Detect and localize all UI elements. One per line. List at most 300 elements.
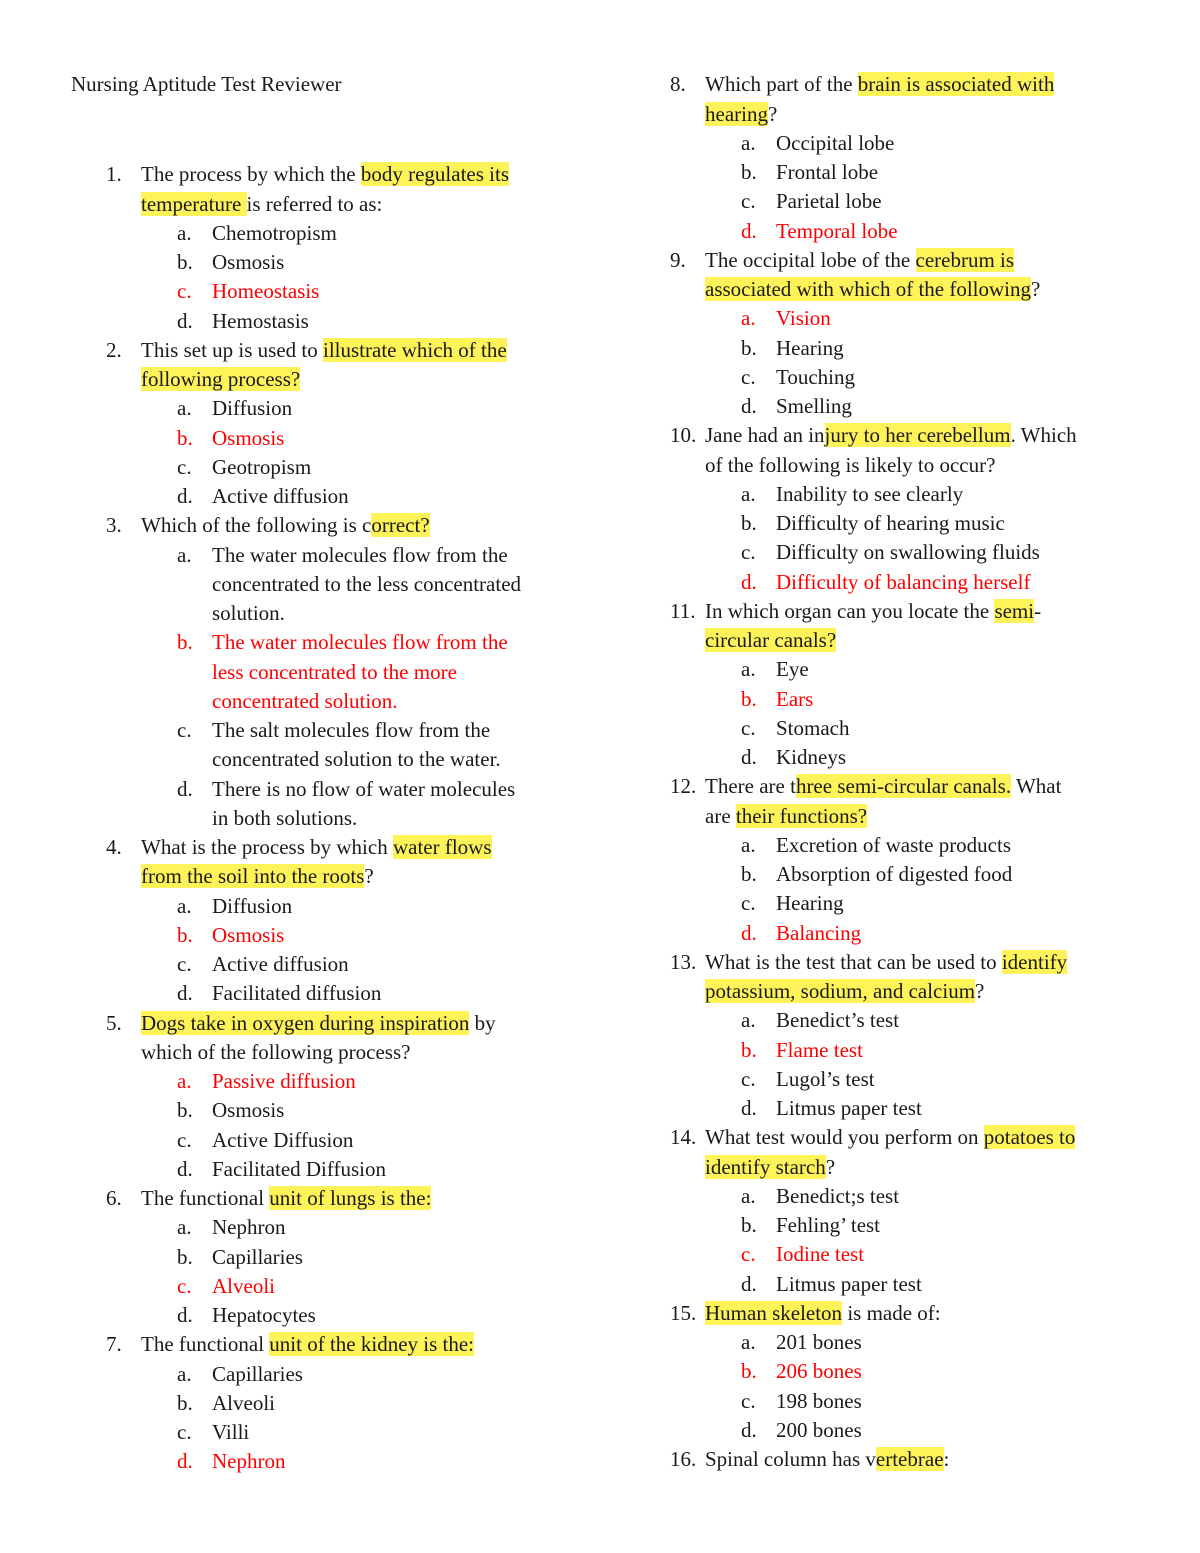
option-text: Osmosis bbox=[212, 1098, 285, 1123]
answer-option bbox=[741, 158, 1140, 187]
text-segment: Which part of the bbox=[705, 72, 858, 97]
option-text: Occipital lobe bbox=[776, 130, 895, 155]
question bbox=[670, 70, 1140, 246]
option-letter: a. bbox=[741, 481, 756, 506]
option-line bbox=[177, 482, 576, 511]
option-text: Alveoli bbox=[212, 1273, 275, 1298]
option-letter: b. bbox=[177, 1244, 193, 1269]
option-line bbox=[741, 1006, 1140, 1035]
highlighted-text: circular canals? bbox=[705, 628, 837, 653]
option-line bbox=[177, 219, 576, 248]
text-segment: Jane had an in bbox=[705, 423, 825, 448]
text-segment: What test would you perform on bbox=[705, 1125, 984, 1150]
option-text: Capillaries bbox=[212, 1244, 303, 1269]
question-number: 9. bbox=[670, 247, 686, 272]
option-letter: c. bbox=[741, 540, 756, 565]
option-line bbox=[177, 1360, 576, 1389]
text-segment: by bbox=[469, 1010, 496, 1035]
option-text: Litmus paper test bbox=[776, 1096, 922, 1121]
answer-option bbox=[741, 538, 1140, 567]
option-text: 198 bones bbox=[776, 1388, 862, 1413]
text-segment: : bbox=[943, 1447, 950, 1472]
text-segment: . Which bbox=[1010, 423, 1077, 448]
question-text bbox=[141, 367, 300, 391]
option-line bbox=[741, 480, 1140, 509]
question-number: 7. bbox=[106, 1332, 122, 1357]
option-line bbox=[741, 831, 1140, 860]
option-text: less concentrated to the more bbox=[212, 659, 457, 684]
question-text bbox=[705, 1125, 1075, 1149]
option-line bbox=[741, 655, 1140, 684]
option-text: Temporal lobe bbox=[776, 218, 898, 243]
highlighted-text: body regulates its bbox=[360, 162, 509, 187]
answer-option bbox=[741, 392, 1140, 421]
question-line bbox=[106, 1184, 576, 1213]
question-text bbox=[141, 1040, 410, 1064]
answer-option bbox=[741, 509, 1140, 538]
text-segment: What is the process by which bbox=[141, 835, 393, 860]
question bbox=[106, 336, 576, 512]
question-text bbox=[705, 423, 1077, 447]
question-number: 16. bbox=[670, 1447, 697, 1472]
question-text bbox=[705, 1447, 949, 1471]
text-segment: are bbox=[705, 803, 736, 828]
question bbox=[106, 833, 576, 1009]
text-segment: of the following is likely to occur? bbox=[705, 452, 996, 477]
option-letter: b. bbox=[177, 250, 193, 275]
question-text bbox=[705, 979, 984, 1003]
highlighted-text: identify starch bbox=[705, 1154, 826, 1179]
question-line bbox=[670, 1123, 1140, 1152]
question bbox=[670, 597, 1140, 773]
question-line bbox=[670, 451, 1140, 480]
option-line bbox=[177, 570, 576, 599]
option-line bbox=[177, 453, 576, 482]
option-letter: b. bbox=[741, 1359, 757, 1384]
option-text: Touching bbox=[776, 364, 856, 389]
option-letter: a. bbox=[741, 832, 756, 857]
question-text bbox=[141, 338, 507, 362]
answer-option bbox=[741, 1094, 1140, 1123]
answer-option bbox=[177, 775, 576, 834]
question-text bbox=[705, 277, 1040, 301]
question-text bbox=[705, 72, 1054, 96]
option-letter: c. bbox=[741, 715, 756, 740]
option-line bbox=[741, 1387, 1140, 1416]
option-letter: b. bbox=[741, 335, 757, 360]
correct-answer-option bbox=[741, 919, 1140, 948]
highlighted-text: water flows bbox=[392, 835, 492, 860]
option-letter: d. bbox=[741, 569, 757, 594]
answer-option bbox=[177, 979, 576, 1008]
option-letter: a. bbox=[177, 542, 192, 567]
option-line bbox=[177, 424, 576, 453]
question-text bbox=[141, 1186, 431, 1210]
left-column bbox=[106, 160, 576, 1476]
option-text: Diffusion bbox=[212, 396, 293, 421]
question bbox=[670, 772, 1140, 948]
option-line bbox=[741, 714, 1140, 743]
option-line bbox=[741, 1270, 1140, 1299]
answer-option bbox=[177, 482, 576, 511]
question-text bbox=[705, 774, 1061, 798]
answer-option bbox=[177, 219, 576, 248]
question-line bbox=[670, 246, 1140, 275]
option-line bbox=[177, 1301, 576, 1330]
option-line bbox=[177, 658, 576, 687]
highlighted-text: illustrate which of the bbox=[323, 337, 507, 362]
question-number: 11. bbox=[670, 598, 696, 623]
option-text: Eye bbox=[776, 657, 809, 682]
question bbox=[106, 160, 576, 336]
question-line bbox=[670, 70, 1140, 99]
option-letter: d. bbox=[177, 776, 193, 801]
option-text: Lugol’s test bbox=[776, 1066, 875, 1091]
text-segment: There are t bbox=[705, 774, 796, 799]
option-line bbox=[741, 509, 1140, 538]
option-text: 201 bones bbox=[776, 1330, 862, 1355]
option-letter: c. bbox=[741, 1388, 756, 1413]
option-letter: b. bbox=[741, 160, 757, 185]
highlighted-text: potatoes to bbox=[983, 1125, 1076, 1150]
question-number: 2. bbox=[106, 337, 122, 362]
option-letter: c. bbox=[177, 1273, 192, 1298]
option-letter: a. bbox=[741, 1183, 756, 1208]
option-text: in both solutions. bbox=[212, 805, 358, 830]
answer-option bbox=[741, 334, 1140, 363]
option-text: Active Diffusion bbox=[212, 1127, 354, 1152]
option-text: Active diffusion bbox=[212, 484, 349, 509]
question bbox=[106, 511, 576, 833]
option-letter: c. bbox=[177, 279, 192, 304]
option-text: Hemostasis bbox=[212, 308, 309, 333]
question bbox=[670, 421, 1140, 597]
answer-option bbox=[741, 363, 1140, 392]
option-text: The water molecules flow from the bbox=[212, 542, 508, 567]
answer-option bbox=[177, 248, 576, 277]
option-text: Difficulty of balancing herself bbox=[776, 569, 1031, 594]
option-text: Kidneys bbox=[776, 745, 846, 770]
question-line bbox=[106, 511, 576, 540]
option-line bbox=[741, 129, 1140, 158]
option-line bbox=[741, 334, 1140, 363]
option-text: Vision bbox=[776, 306, 831, 331]
highlighted-text: unit of the kidney is the: bbox=[269, 1332, 475, 1357]
correct-answer-option bbox=[177, 1447, 576, 1476]
text-segment: ? bbox=[975, 979, 985, 1004]
question-text bbox=[705, 1155, 835, 1179]
highlighted-text: semi bbox=[994, 598, 1035, 623]
text-segment: What bbox=[1011, 774, 1062, 799]
option-text: Hearing bbox=[776, 335, 844, 360]
answer-option bbox=[177, 1155, 576, 1184]
option-line bbox=[177, 775, 576, 804]
question bbox=[670, 948, 1140, 1124]
option-letter: d. bbox=[177, 1156, 193, 1181]
correct-answer-option bbox=[741, 1036, 1140, 1065]
option-text: Difficulty of hearing music bbox=[776, 511, 1005, 536]
question-line bbox=[106, 833, 576, 862]
question-number: 5. bbox=[106, 1010, 122, 1035]
correct-answer-option bbox=[177, 921, 576, 950]
option-line bbox=[741, 1357, 1140, 1386]
option-text: Active diffusion bbox=[212, 952, 349, 977]
option-text: Geotropism bbox=[212, 454, 312, 479]
highlighted-text: temperature bbox=[141, 191, 247, 216]
answer-option bbox=[177, 1213, 576, 1242]
answer-option bbox=[177, 1096, 576, 1125]
option-letter: a. bbox=[741, 1008, 756, 1033]
option-letter: b. bbox=[177, 1390, 193, 1415]
option-letter: b. bbox=[177, 425, 193, 450]
text-segment: ? bbox=[364, 864, 374, 889]
option-line bbox=[741, 304, 1140, 333]
option-letter: d. bbox=[741, 745, 757, 770]
option-letter: a. bbox=[741, 657, 756, 682]
option-text: Smelling bbox=[776, 394, 852, 419]
highlighted-text: their functions? bbox=[735, 803, 868, 828]
answer-option bbox=[741, 831, 1140, 860]
option-text: 206 bones bbox=[776, 1359, 862, 1384]
text-segment: The functional bbox=[141, 1332, 270, 1357]
answer-option bbox=[741, 714, 1140, 743]
correct-answer-option bbox=[741, 1240, 1140, 1269]
option-letter: a. bbox=[177, 396, 192, 421]
answer-option bbox=[741, 743, 1140, 772]
correct-answer-option bbox=[177, 277, 576, 306]
question-text bbox=[141, 1011, 496, 1035]
text-segment: is referred to as: bbox=[246, 191, 383, 216]
text-segment: The functional bbox=[141, 1186, 270, 1211]
correct-answer-option bbox=[177, 1272, 576, 1301]
option-line bbox=[177, 1243, 576, 1272]
option-line bbox=[741, 217, 1140, 246]
option-text: concentrated solution to the water. bbox=[212, 747, 501, 772]
text-segment: Spinal column has v bbox=[705, 1447, 876, 1472]
option-text: There is no flow of water molecules bbox=[212, 776, 516, 801]
option-text: Villi bbox=[212, 1420, 250, 1445]
option-line bbox=[177, 1447, 576, 1476]
document-title: Nursing Aptitude Test Reviewer bbox=[71, 72, 342, 97]
option-text: Absorption of digested food bbox=[776, 862, 1013, 887]
option-line bbox=[741, 568, 1140, 597]
question-text bbox=[141, 162, 509, 186]
option-line bbox=[177, 716, 576, 745]
option-letter: d. bbox=[741, 218, 757, 243]
question-line bbox=[670, 1299, 1140, 1328]
option-text: Frontal lobe bbox=[776, 160, 879, 185]
correct-answer-option bbox=[741, 1357, 1140, 1386]
option-letter: d. bbox=[177, 981, 193, 1006]
option-line bbox=[177, 745, 576, 774]
option-line bbox=[741, 363, 1140, 392]
option-letter: d. bbox=[741, 1096, 757, 1121]
option-line bbox=[741, 392, 1140, 421]
option-line bbox=[177, 599, 576, 628]
option-text: Hearing bbox=[776, 891, 844, 916]
answer-option bbox=[177, 716, 576, 775]
question-number: 10. bbox=[670, 423, 697, 448]
option-text: Ears bbox=[776, 686, 814, 711]
highlighted-text: following process? bbox=[141, 367, 301, 392]
question-line bbox=[106, 1009, 576, 1038]
option-line bbox=[741, 685, 1140, 714]
question-line bbox=[106, 336, 576, 365]
option-line bbox=[177, 804, 576, 833]
option-text: Alveoli bbox=[212, 1390, 275, 1415]
answer-option bbox=[741, 129, 1140, 158]
question-text bbox=[705, 1301, 941, 1325]
text-segment: This set up is used to bbox=[141, 337, 323, 362]
question-line bbox=[670, 626, 1140, 655]
question-text bbox=[141, 864, 374, 888]
correct-answer-option bbox=[177, 1067, 576, 1096]
option-line bbox=[177, 1272, 576, 1301]
text-segment: The occipital lobe of the bbox=[705, 247, 916, 272]
option-letter: d. bbox=[741, 920, 757, 945]
highlighted-text: unit of lungs is the: bbox=[269, 1186, 432, 1211]
option-line bbox=[177, 921, 576, 950]
text-segment: In which organ can you locate the bbox=[705, 598, 995, 623]
option-line bbox=[177, 1126, 576, 1155]
option-line bbox=[741, 860, 1140, 889]
text-segment: ? bbox=[825, 1154, 836, 1179]
answer-option bbox=[177, 1301, 576, 1330]
option-letter: b. bbox=[177, 922, 193, 947]
option-text: The water molecules flow from the bbox=[212, 630, 508, 655]
answer-option bbox=[741, 1387, 1140, 1416]
option-letter: a. bbox=[741, 306, 756, 331]
question-line bbox=[106, 160, 576, 189]
question-line bbox=[670, 1153, 1140, 1182]
option-line bbox=[177, 541, 576, 570]
question-line bbox=[670, 275, 1140, 304]
option-text: Benedict’s test bbox=[776, 1008, 900, 1033]
question-number: 12. bbox=[670, 774, 697, 799]
option-text: Inability to see clearly bbox=[776, 481, 964, 506]
answer-option bbox=[177, 394, 576, 423]
option-line bbox=[741, 538, 1140, 567]
highlighted-text: hree semi-circular canals. bbox=[795, 774, 1012, 799]
option-line bbox=[177, 1213, 576, 1242]
option-text: Homeostasis bbox=[212, 279, 320, 304]
option-text: Nephron bbox=[212, 1215, 286, 1240]
highlighted-text: ertebrae bbox=[875, 1447, 944, 1472]
option-letter: c. bbox=[741, 189, 756, 214]
option-letter: d. bbox=[177, 484, 193, 509]
highlighted-text: identify bbox=[1001, 949, 1068, 974]
option-line bbox=[177, 979, 576, 1008]
question bbox=[670, 1299, 1140, 1445]
highlighted-text: Human skeleton bbox=[705, 1300, 843, 1325]
question-line bbox=[106, 190, 576, 219]
answer-option bbox=[177, 1418, 576, 1447]
question-line bbox=[670, 1445, 1140, 1474]
option-line bbox=[741, 1182, 1140, 1211]
option-line bbox=[177, 248, 576, 277]
question-line bbox=[670, 100, 1140, 129]
highlighted-text: cerebrum is bbox=[915, 247, 1015, 272]
option-letter: d. bbox=[177, 308, 193, 333]
answer-option bbox=[741, 1416, 1140, 1445]
option-line bbox=[741, 1065, 1140, 1094]
option-text: solution. bbox=[212, 601, 285, 626]
option-text: Diffusion bbox=[212, 893, 293, 918]
question-text bbox=[705, 599, 1041, 623]
text-segment: - bbox=[1034, 598, 1042, 623]
option-letter: c. bbox=[741, 891, 756, 916]
option-letter: b. bbox=[741, 686, 757, 711]
highlighted-text: hearing bbox=[705, 101, 768, 126]
question-text bbox=[705, 248, 1014, 272]
option-line bbox=[741, 889, 1140, 918]
answer-option bbox=[177, 950, 576, 979]
answer-option bbox=[741, 1006, 1140, 1035]
option-line bbox=[741, 919, 1140, 948]
option-line bbox=[177, 1418, 576, 1447]
option-line bbox=[177, 1389, 576, 1418]
question-number: 6. bbox=[106, 1186, 122, 1211]
option-letter: b. bbox=[177, 630, 193, 655]
correct-answer-option bbox=[177, 628, 576, 716]
answer-option bbox=[177, 1389, 576, 1418]
option-line bbox=[741, 1240, 1140, 1269]
option-line bbox=[741, 1416, 1140, 1445]
option-letter: a. bbox=[741, 1330, 756, 1355]
option-letter: c. bbox=[177, 454, 192, 479]
option-letter: c. bbox=[177, 952, 192, 977]
question-number: 3. bbox=[106, 513, 122, 538]
option-line bbox=[741, 1211, 1140, 1240]
option-letter: b. bbox=[741, 511, 757, 536]
question-text bbox=[705, 628, 836, 652]
option-text: Nephron bbox=[212, 1449, 286, 1474]
option-text: Facilitated diffusion bbox=[212, 981, 382, 1006]
question-text bbox=[705, 453, 995, 477]
question-number: 1. bbox=[106, 162, 122, 187]
answer-option bbox=[177, 1243, 576, 1272]
question bbox=[670, 1123, 1140, 1299]
question bbox=[106, 1184, 576, 1330]
option-text: Iodine test bbox=[776, 1242, 865, 1267]
answer-option bbox=[741, 1211, 1140, 1240]
highlighted-text: jury to her cerebellum bbox=[824, 423, 1011, 448]
question-text bbox=[141, 835, 492, 859]
highlighted-text: brain is associated with bbox=[857, 72, 1055, 97]
option-text: Parietal lobe bbox=[776, 189, 882, 214]
option-text: Fehling’ test bbox=[776, 1213, 881, 1238]
option-letter: d. bbox=[741, 1417, 757, 1442]
question-number: 8. bbox=[670, 72, 686, 97]
question-line bbox=[670, 802, 1140, 831]
text-segment: which of the following process? bbox=[141, 1039, 411, 1064]
answer-option bbox=[177, 307, 576, 336]
highlighted-text: Dogs take in oxygen during inspiration bbox=[141, 1010, 470, 1035]
option-text: concentrated to the less concentrated bbox=[212, 571, 522, 596]
question-line bbox=[670, 948, 1140, 977]
option-text: Difficulty on swallowing fluids bbox=[776, 540, 1040, 565]
option-line bbox=[177, 628, 576, 657]
option-text: Flame test bbox=[776, 1037, 863, 1062]
option-text: Chemotropism bbox=[212, 220, 337, 245]
option-line bbox=[741, 1036, 1140, 1065]
question-text bbox=[705, 102, 777, 126]
answer-option bbox=[741, 889, 1140, 918]
option-line bbox=[177, 687, 576, 716]
option-line bbox=[177, 394, 576, 423]
option-text: Osmosis bbox=[212, 425, 285, 450]
correct-answer-option bbox=[741, 568, 1140, 597]
